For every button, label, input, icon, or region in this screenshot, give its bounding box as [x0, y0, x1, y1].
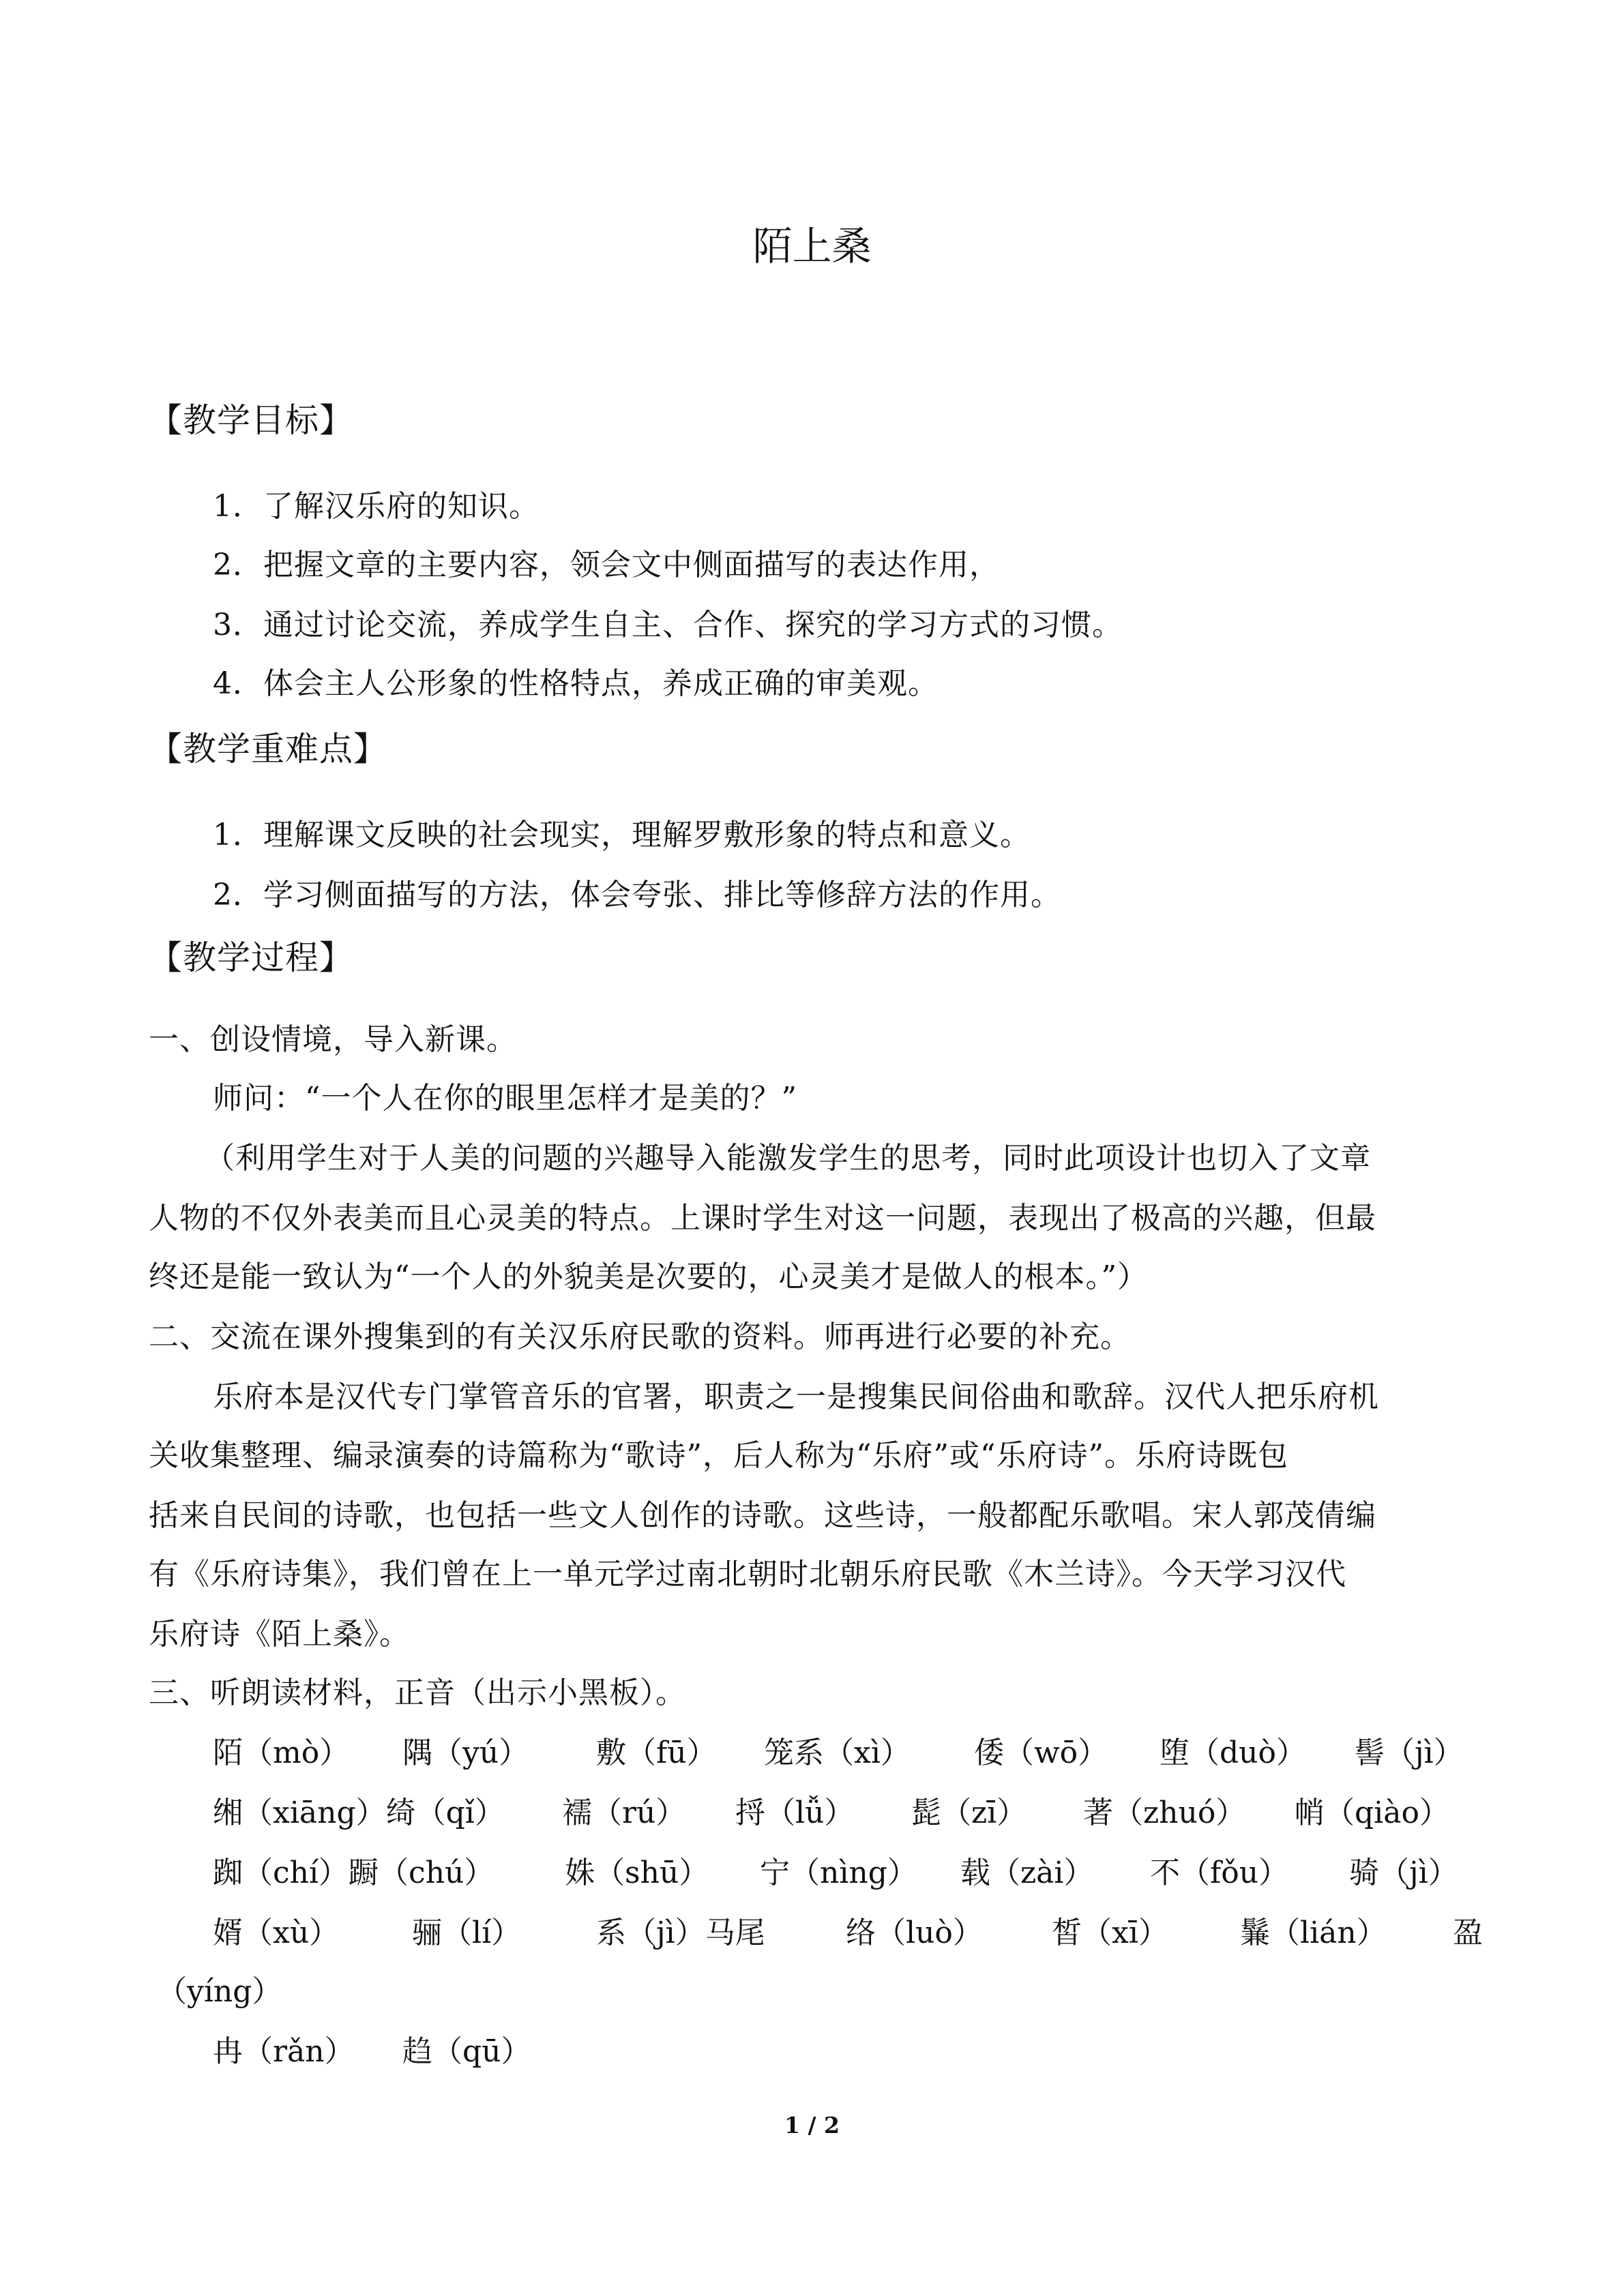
- note-line: （利用学生对于人美的问题的兴趣导入能激发学生的思考，同时此项设计也切入了文章: [205, 1141, 1371, 1176]
- keypoint-item: 2．学习侧面描写的方法，体会夸张、排比等修辞方法的作用。: [213, 878, 1061, 912]
- objective-item: 4．体会主人公形象的性格特点，养成正确的审美观。: [213, 666, 939, 701]
- pinyin-entry: 堕（duò）: [1160, 1735, 1306, 1770]
- pinyin-entry: 鬑（lián）: [1240, 1915, 1387, 1950]
- pinyin-entry: 捋（lǚ）: [735, 1795, 855, 1830]
- yuefu-line: 乐府本是汉代专门掌管音乐的官署，职责之一是搜集民间俗曲和歌辞。汉代人把乐府机: [213, 1380, 1379, 1414]
- pinyin-entry: （yíng）: [157, 1974, 282, 2009]
- page-title: 陌上桑: [752, 223, 872, 269]
- process-heading: 【教学过程】: [149, 938, 354, 977]
- pinyin-entry: 陌（mò）: [213, 1735, 350, 1770]
- pinyin-entry: 不（fǒu）: [1150, 1855, 1289, 1890]
- pinyin-entry: 倭（wō）: [974, 1735, 1108, 1770]
- pinyin-entry: 盈: [1453, 1915, 1483, 1950]
- pinyin-entry: 络（luò）: [846, 1915, 983, 1950]
- yuefu-line: 关收集整理、编录演奏的诗篇称为“歌诗”，后人称为“乐府”或“乐府诗”。乐府诗既包: [149, 1438, 1288, 1473]
- pinyin-entry: 宁（nìng）: [760, 1855, 917, 1890]
- pinyin-entry: 骑（jì）: [1349, 1855, 1458, 1890]
- objective-item: 1．了解汉乐府的知识。: [213, 489, 540, 524]
- process-step-1: 一、创设情境，导入新课。: [149, 1022, 517, 1057]
- keypoint-item: 1．理解课文反映的社会现实，理解罗敷形象的特点和意义。: [213, 818, 1031, 852]
- pinyin-entry: 帩（qiào）: [1295, 1795, 1449, 1830]
- pinyin-entry: 踟（chí）蹰（chú）: [213, 1855, 494, 1890]
- teacher-question: 师问：“一个人在你的眼里怎样才是美的？”: [213, 1081, 797, 1116]
- page-number: 1 / 2: [784, 2112, 840, 2138]
- pinyin-entry: 载（zài）: [960, 1855, 1094, 1890]
- keypoints-heading: 【教学重难点】: [149, 730, 388, 769]
- objective-item: 3．通过讨论交流，养成学生自主、合作、探究的学习方式的习惯。: [213, 608, 1123, 642]
- pinyin-entry: 著（zhuó）: [1083, 1795, 1246, 1830]
- pinyin-entry: 系（jì）马尾: [596, 1915, 765, 1950]
- pinyin-entry: 缃（xiāng）绮（qǐ）: [213, 1795, 505, 1830]
- objective-item: 2．把握文章的主要内容，领会文中侧面描写的表达作用，: [213, 548, 1000, 582]
- process-step-3: 三、听朗读材料，正音（出示小黑板）。: [149, 1675, 686, 1710]
- pinyin-entry: 骊（lí）: [412, 1915, 522, 1950]
- note-line: 终还是能一致认为“一个人的外貌美是次要的，心灵美才是做人的根本。”）: [149, 1259, 1148, 1294]
- note-line: 人物的不仅外表美而且心灵美的特点。上课时学生对这一问题，表现出了极高的兴趣，但最: [149, 1201, 1376, 1236]
- pinyin-entry: 髭（zī）: [911, 1795, 1027, 1830]
- pinyin-entry: 婿（xù）: [213, 1915, 340, 1950]
- yuefu-line: 有《乐府诗集》，我们曾在上一单元学过南北朝时北朝乐府民歌《木兰诗》。今天学习汉代: [149, 1557, 1346, 1592]
- pinyin-entry: 隅（yú）: [402, 1735, 529, 1770]
- pinyin-entry: 髻（jì）: [1355, 1735, 1464, 1770]
- pinyin-entry: 皙（xī）: [1052, 1915, 1168, 1950]
- pinyin-entry: 姝（shū）: [565, 1855, 709, 1890]
- yuefu-line: 乐府诗《陌上桑》。: [149, 1617, 410, 1652]
- objectives-heading: 【教学目标】: [149, 401, 354, 440]
- pinyin-entry: 笼系（xì）: [764, 1735, 911, 1770]
- yuefu-line: 括来自民间的诗歌，也包括一些文人创作的诗歌。这些诗，一般都配乐歌唱。宋人郭茂倩编: [149, 1498, 1376, 1533]
- pinyin-entry: 趋（qū）: [402, 2034, 531, 2069]
- pinyin-entry: 襦（rú）: [562, 1795, 686, 1830]
- pinyin-entry: 敷（fū）: [596, 1735, 717, 1770]
- process-step-2: 二、交流在课外搜集到的有关汉乐府民歌的资料。师再进行必要的补充。: [149, 1320, 1131, 1354]
- pinyin-entry: 冉（rǎn）: [213, 2034, 355, 2069]
